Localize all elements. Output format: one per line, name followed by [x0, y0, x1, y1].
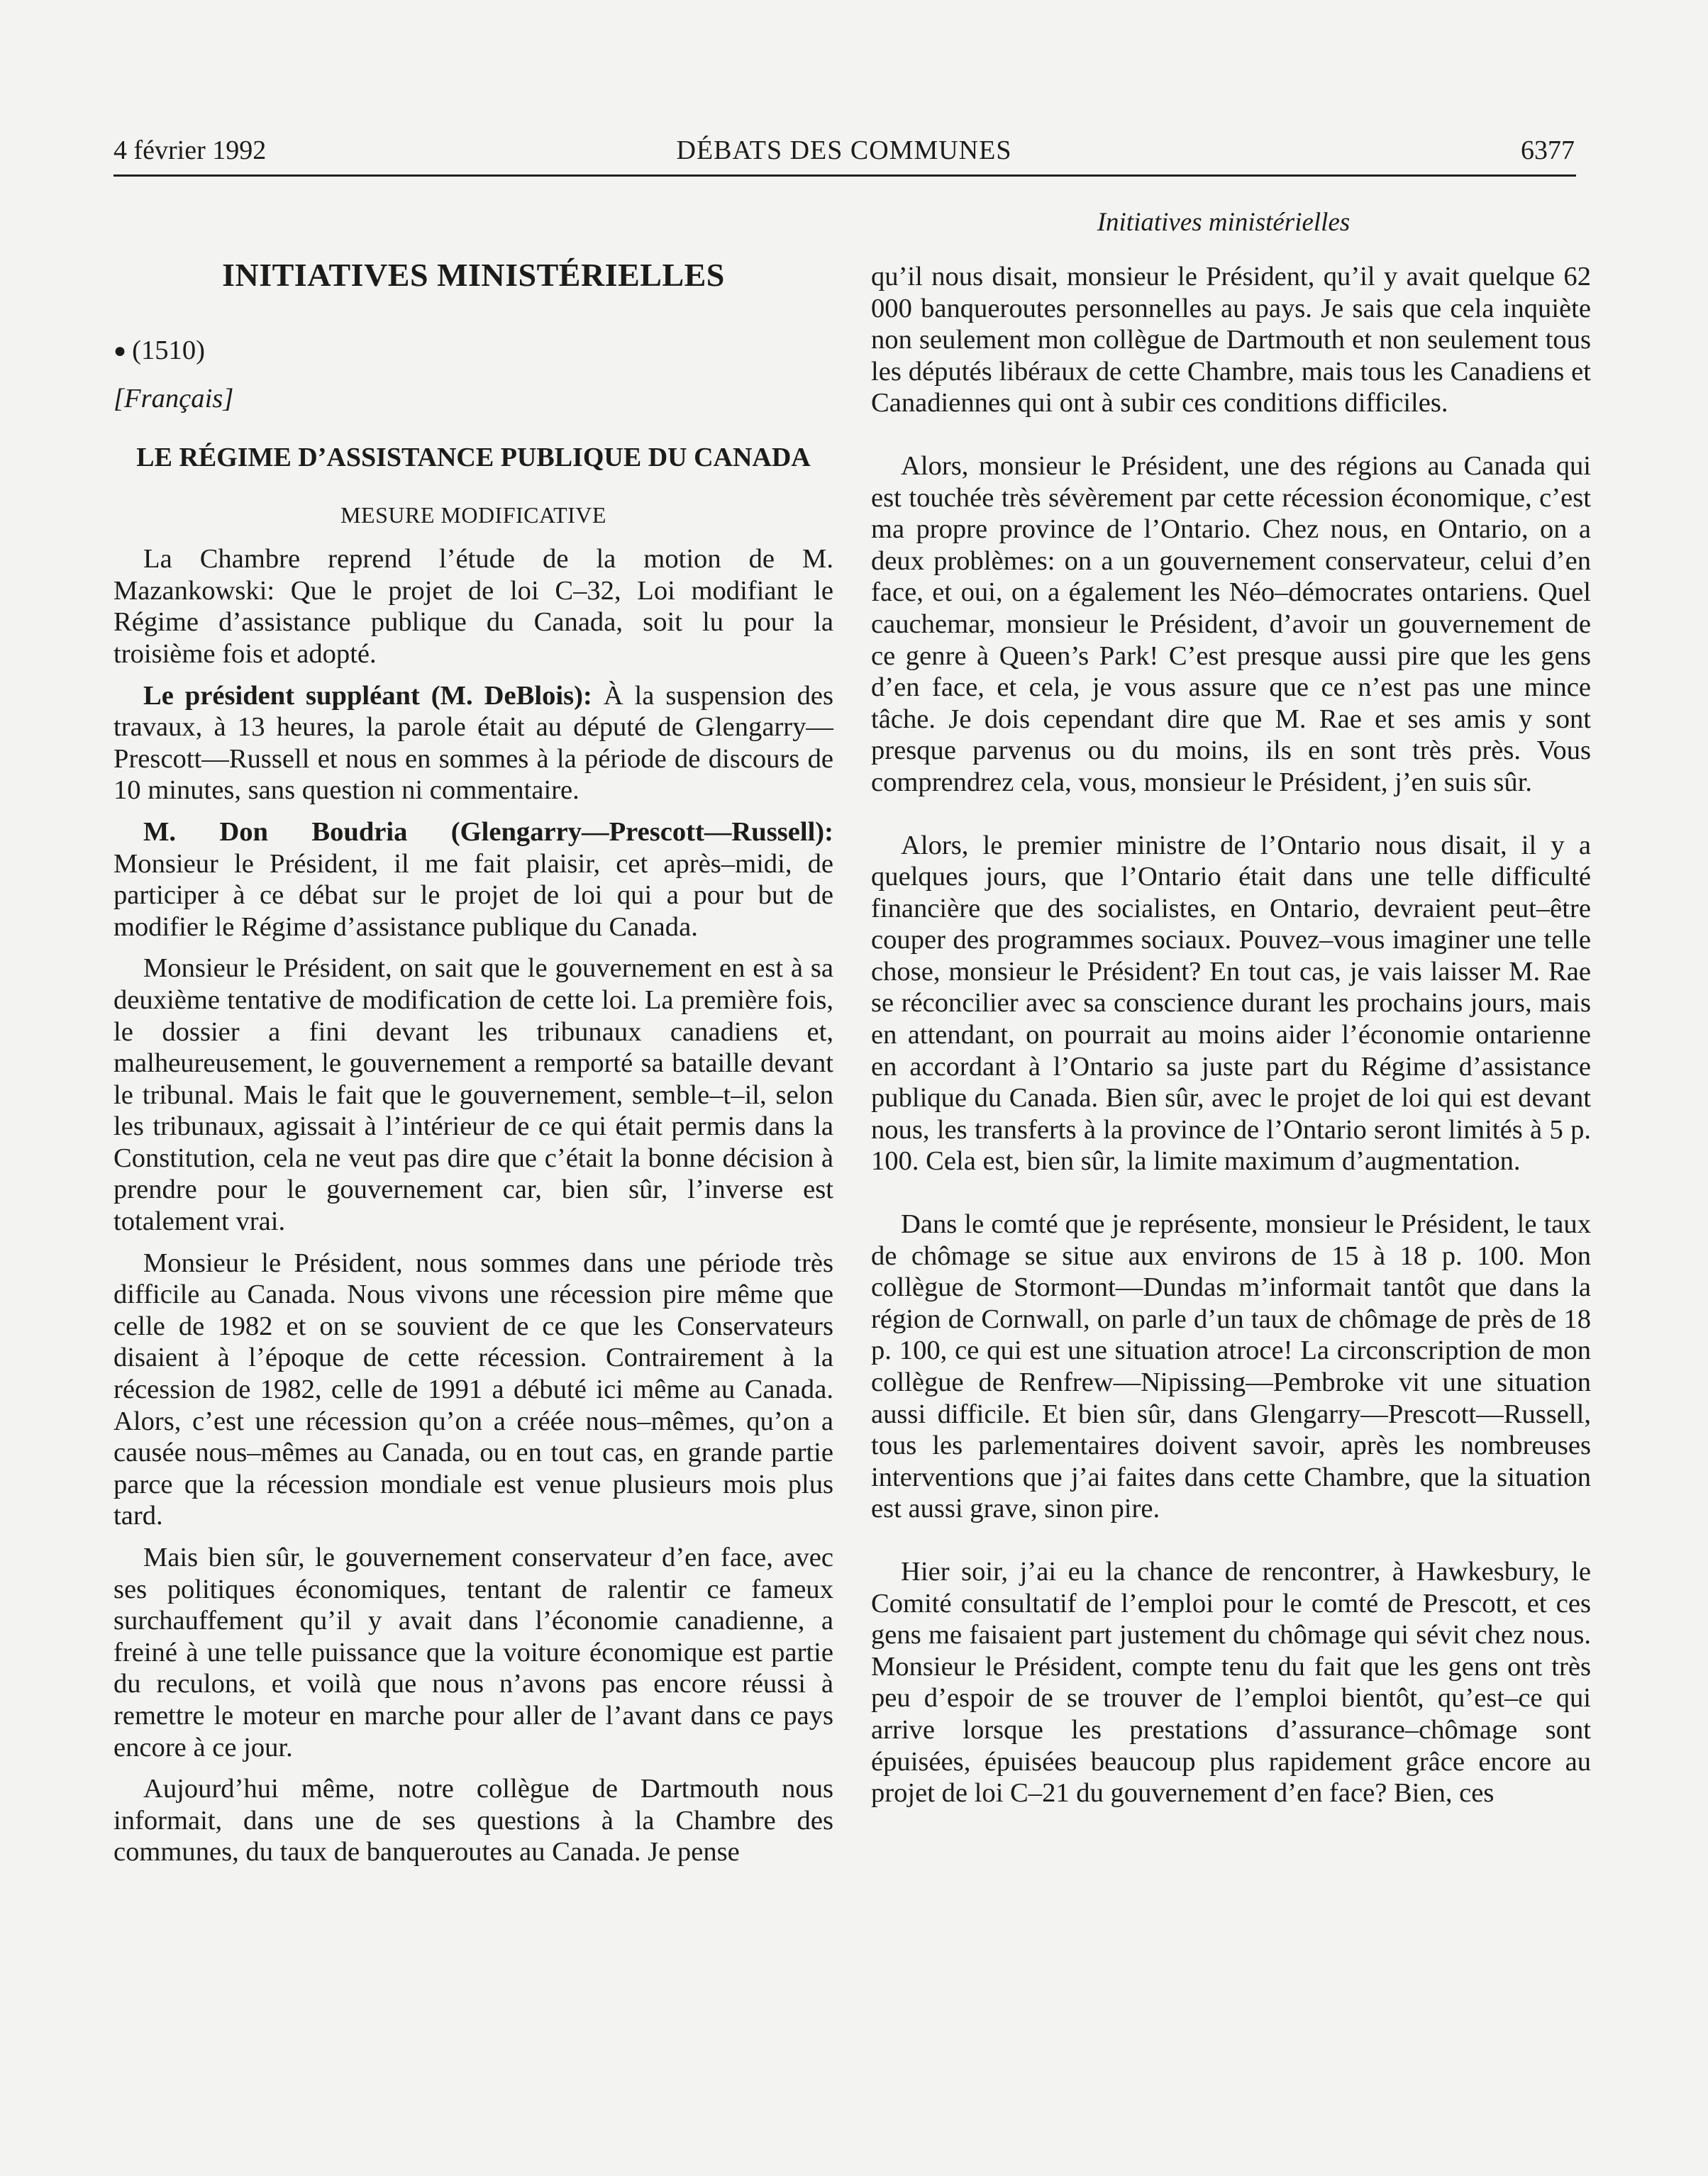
language-marker: [Français]: [113, 383, 234, 413]
header-date: 4 février 1992: [113, 135, 267, 165]
timestamp: [113, 335, 833, 367]
paragraph: Dans le comté que je représente, monsieur le Président, le taux de chômage se situe aux environs de 15 à 18 p. 100. Mon collègue de Stormont—Dundas m’informait tantôt que dans la région de Cornwall, on parle d’un taux de chômage de près de 18 p. 100, ce qui est une situation atroce! La circonscription de mon collègue de Renfrew—Nipissing—Pembroke vit une situation aussi difficile. Et bien sûr, dans Glengarry—Prescott—Russell, tous les parlementaires doivent savoir, après les nombreuses interventions que j’ai faites dans cette Chambre, que la situation est aussi grave, sinon pire.: [871, 1209, 1591, 1524]
subheading: MESURE MODIFICATIVE: [340, 502, 606, 528]
paragraph: Alors, le premier ministre de l’Ontario nous disait, il y a quelques jours, que l’Ontario était dans une telle difficulté financière que des socialistes, en Ontario, devraient peut–être couper des programmes sociaux. Pouvez–vous imaginer une telle chose, monsieur le Président? En tout cas, je vais laisser M. Rae se réconcilier avec sa conscience durant les prochains jours, mais en attendant, on pourrait au moins aider l’économie ontarienne en accordant à l’Ontario sa juste part du Régime d’assistance publique du Canada. Bien sûr, avec le projet de loi qui est devant nous, les transferts à la province de l’Ontario seront limités à 5 p. 100. Cela est, bien sûr, la limite maximum d’augmentation.: [871, 830, 1591, 1177]
paragraph-text: Aujourd’hui même, notre collègue de Dartmouth nous informait, dans une de ses questions à la Chambre des communes, du taux de banqueroutes au Canada. Je pense: [113, 1774, 833, 1867]
running-head: Initiatives ministérielles: [1097, 208, 1351, 237]
paragraph: [113, 680, 833, 806]
paragraph-text: Mais bien sûr, le gouvernement conservateur d’en face, avec ses politiques économiques, tentant de ralentir ce fameux surchauffement qu’il y avait dans l’économie canadienne, a freiné à une telle puissance que la voiture économique est partie du reculons, et voilà que nous n’avons pas encore réussi à remettre le moteur en marche pour aller de l’avant dans ce pays encore à ce jour.: [113, 1543, 833, 1763]
paragraph: [113, 1248, 833, 1532]
paragraph: [113, 543, 833, 670]
timestamp-text: (1510): [132, 335, 205, 365]
paragraph: Hier soir, j’ai eu la chance de rencontrer, à Hawkesbury, le Comité consultatif de l’emploi pour le comté de Prescott, et ces gens me faisaient part justement du chômage qui sévit chez nous. Monsieur le Président, compte tenu du fait que les gens ont très peu d’espoir de se trouver de l’emploi bientôt, qu’est–ce qui arrive lorsque les prestations d’assurance–chômage sont épuisées, épuisées beaucoup plus rapidement grâce encore au projet de loi C–21 du gouvernement d’en face? Bien, ces: [871, 1556, 1591, 1809]
paragraph: [113, 1773, 833, 1868]
paragraph: [113, 816, 833, 943]
header-rule: [113, 174, 1576, 177]
bullet-icon: ●: [113, 339, 127, 362]
section-title: INITIATIVES MINISTÉRIELLES: [222, 257, 725, 293]
page-header: [113, 135, 1575, 174]
right-column: [871, 261, 1591, 1841]
paragraph-text: Monsieur le Président, il me fait plaisir, cet après–midi, de participer à ce débat sur le projet de loi qui a pour but de modifier le Régime d’assistance publique du Canada.: [113, 848, 833, 942]
paragraph: Alors, monsieur le Président, une des régions au Canada qui est touchée très sévèrement par cette récession économique, c’est ma propre province de l’Ontario. Chez nous, en Ontario, on a deux problèmes: on a un gouvernement conservateur, celui d’en face, et oui, on a également les Néo–démocrates ontariens. Quel cauchemar, monsieur le Président, d’avoir un gouvernement de ce genre à Queen’s Park! C’est presque aussi pire que les gens d’en face, et cela, je vous assure que ce n’est pas une mince tâche. Je dois cependant dire que M. Rae et ses amis y sont presque parvenus ou du moins, ils en sont très près. Vous comprendrez cela, vous, monsieur le Président, j’en suis sûr.: [871, 450, 1591, 797]
paragraph: qu’il nous disait, monsieur le Président, qu’il y avait quelque 62 000 banqueroutes personnelles au pays. Je sais que cela inquiète non seulement mon collègue de Dartmouth et non seulement tous les députés libéraux de cette Chambre, mais tous les Canadiens et Canadiennes qui ont à subir ces conditions difficiles.: [871, 262, 1591, 418]
subject-title: LE RÉGIME D’ASSISTANCE PUBLIQUE DU CANADA: [136, 443, 811, 473]
paragraph: [113, 953, 833, 1237]
paragraph-text: La Chambre reprend l’étude de la motion de M. Mazankowski: Que le projet de loi C–32, Loi modifiant le Régime d’assistance publique du Canada, soit lu pour la troisième fois et adopté.: [113, 544, 833, 669]
speaker-name: Le président suppléant (M. DeBlois):: [143, 680, 592, 711]
left-column: [113, 255, 833, 1878]
header-title: DÉBATS DES COMMUNES: [676, 135, 1012, 165]
paragraph-text: Monsieur le Président, nous sommes dans une période très difficile au Canada. Nous vivons une récession pire même que celle de 1982 et on se souvient de ce que les Conservateurs disaient à l’époque de cette récession. Contrairement à la récession de 1982, celle de 1991 a débuté ici même au Canada. Alors, c’est une récession qu’on a créée nous–mêmes, qu’on a causée nous–mêmes au Canada, ou en tout cas, en grande partie parce que la récession mondiale est venue plusieurs mois plus tard.: [113, 1248, 833, 1531]
paragraph-text: À la suspension des travaux, à 13 heures, la parole était au député de Glengarry—Prescott—Russell et nous en sommes à la période de discours de 10 minutes, sans question ni commentaire.: [113, 680, 834, 806]
paragraph-text: Monsieur le Président, on sait que le gouvernement en est à sa deuxième tentative de modification de cette loi. La première fois, le dossier a fini devant les tribunaux canadiens et, malheureusement, le gouvernement a remporté sa bataille devant le tribunal. Mais le fait que le gouvernement, semble–t–il, selon les tribunaux, agissait à l’intérieur de ce qui était permis dans la Constitution, cela ne veut pas dire que c’était la bonne décision à prendre pour le gouvernement car, bien sûr, l’inverse est totalement vrai.: [113, 953, 833, 1237]
speaker-name: M. Don Boudria (Glengarry—Prescott—Russell):: [143, 816, 833, 847]
paragraph: [113, 1542, 833, 1763]
page-number: 6377: [1521, 135, 1575, 165]
